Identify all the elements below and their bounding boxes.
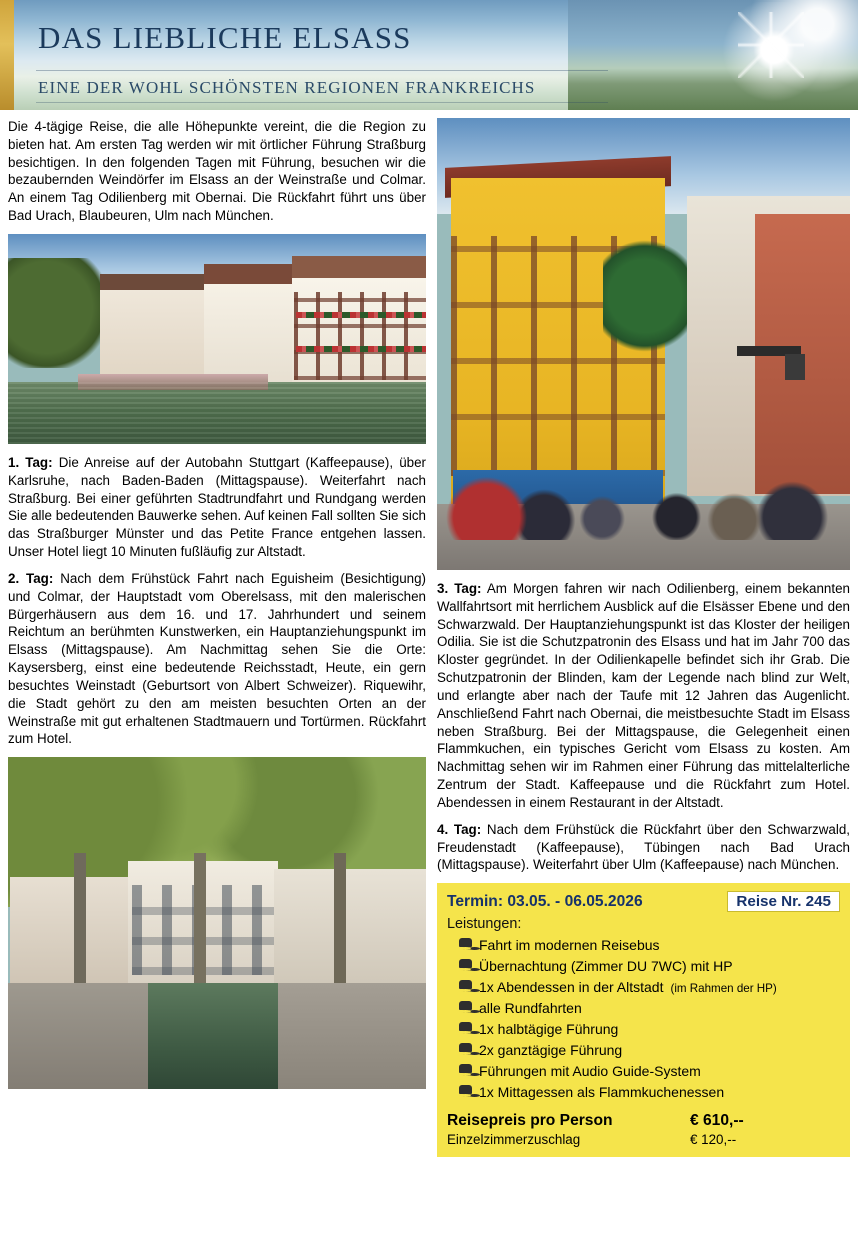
intro-paragraph: Die 4-tägige Reise, die alle Höhepunkte vereint, die die Region zu bieten hat. Am ersten Tag werden wir mit örtlicher Führung Straßburg besichtigen. In den folgenden Tagen mit Führung, besuchen wir die bezaubernden Weindörfer im Elsass an der Weinstraße und Colmar. An einem Tag Odilienberg mit Obernai. Die Rückfahrt führt uns über Bad Urach, Blaubeuren, Ulm nach München. xyxy=(8,119,426,224)
service-text: Führungen mit Audio Guide-System xyxy=(479,1063,701,1080)
bus-icon xyxy=(459,1043,472,1055)
price-row xyxy=(447,1112,840,1130)
list-item xyxy=(447,1040,840,1061)
photo-tree-trunk-1 xyxy=(74,853,86,993)
day-3-text: Am Morgen fahren wir nach Odilienberg, einem bekannten Wallfahrtsort mit herrlichem Ausblick auf die Elsässer Ebene und den Schwarzwald. Der Hauptanziehungspunkt ist das Kloster der heiligen Odilia. Sie ist die Schutzpatronin des Elsass und hat im Jahr 700 das Kloster gegründet. In der Odilienkapelle befindet sich ihr Grab. Die Schutzpatronin der Blinden, kam der Legende nach blind zur Welt, und erlangte aber nach der Taufe mit 12 Jahren das Augenlicht. Anschließend Fahrt nach Obernai, die meistbesuchte Stadt im Elsass neben Straßburg. Bei der Mittagspause, die Gelegenheit einen Flammkuchen, ein typisches Gericht vom Elsass zu kosten. Am Nachmittag sehen wir im Rahmen einer Führung das mittelalterliche Zentrum der Stadt. Kaffeepause und die Rückfahrt zum Hotel. Abendessen in einem Restaurant in der Altstadt. xyxy=(437,581,850,810)
offer-header-row xyxy=(447,891,840,912)
services-list xyxy=(447,935,840,1103)
day-2-text: Nach dem Frühstück Fahrt nach Eguisheim (Besichtigung) und Colmar, der Hauptstadt vom Oberelsass, mit den malerischen Bürgerhäusern aus dem 16. und 17. Jahrhundert und seinem Reichtum an berühmten Kunstwerken, ein Hauptanziehungspunkt im Elsass (Mittagspause). Am Nachmittag sehen Sie die Orte: Kaysersberg, einst eine bedeutende Reichsstadt, Heute, ein gern besuchtes Weinstadt (Geburtsort von Albert Schweizer). Riquewihr, die Stadt gehört zu den am meisten besuchten Orten an der Weinstraße mit gut erhaltenen Stadtmauern und Tortürmen. Rückfahrt zum Hotel. xyxy=(8,570,426,747)
header-gold-band xyxy=(0,0,14,110)
day-3-label: 3. Tag: xyxy=(437,581,482,596)
single-supplement-label: Einzelzimmerzuschlag xyxy=(447,1132,581,1148)
single-supplement-row xyxy=(447,1132,840,1147)
photo-building-left xyxy=(10,877,130,987)
day-1-label: 1. Tag: xyxy=(8,454,53,470)
photo-tree-trunk-2 xyxy=(194,853,206,983)
day-2-paragraph xyxy=(8,570,426,748)
bus-icon xyxy=(459,1085,472,1097)
bus-icon xyxy=(459,959,472,971)
services-heading: Leistungen: xyxy=(447,916,522,933)
service-note: (im Rahmen der HP) xyxy=(670,982,777,996)
service-text: 2x ganztägige Führung xyxy=(479,1042,623,1059)
list-item xyxy=(447,977,840,998)
list-item xyxy=(447,998,840,1019)
photo-alsace-wine-village xyxy=(437,118,850,570)
page-header xyxy=(0,0,858,110)
photo-colmar-canal xyxy=(8,757,426,1089)
photo-strasbourg-petite-france xyxy=(8,234,426,444)
day-3-paragraph xyxy=(437,580,850,812)
single-supplement-value: € 120,-- xyxy=(690,1132,737,1148)
header-divider-top xyxy=(36,70,608,71)
service-text: alle Rundfahrten xyxy=(479,1000,582,1017)
day-1-paragraph xyxy=(8,454,426,561)
list-item xyxy=(447,956,840,977)
day-4-label: 4. Tag: xyxy=(437,821,482,837)
service-text: Fahrt im modernen Reisebus xyxy=(479,937,660,954)
price-value: € 610,-- xyxy=(690,1112,744,1130)
page-title: DAS LIEBLICHE ELSASS xyxy=(38,20,412,55)
list-item xyxy=(447,1019,840,1040)
left-column xyxy=(8,118,426,1089)
photo-canal-water xyxy=(148,983,278,1089)
sun-rays-icon xyxy=(738,12,804,78)
photo-tree xyxy=(8,258,104,368)
trip-number-badge: Reise Nr. 245 xyxy=(727,891,840,912)
day-4-paragraph xyxy=(437,821,850,874)
photo-building-right xyxy=(274,869,426,987)
price-label: Reisepreis pro Person xyxy=(447,1112,613,1130)
bus-icon xyxy=(459,938,472,950)
page-subtitle: EINE DER WOHL SCHÖNSTEN REGIONEN FRANKREICHS xyxy=(38,78,536,97)
day-4-text: Nach dem Frühstück die Rückfahrt über den Schwarzwald, Freudenstadt (Kaffeepause), Tübingen nach Bad Urach (Mittagspause). Weiterfahrt über Ulm (Kaffeepause) nach München. xyxy=(437,821,850,873)
header-divider-bottom xyxy=(36,102,608,103)
list-item xyxy=(447,1061,840,1082)
photo-quay-left xyxy=(8,983,158,1089)
photo-tree xyxy=(603,236,687,356)
service-text: 1x Abendessen in der Altstadt xyxy=(479,979,664,996)
bus-icon xyxy=(459,1022,472,1034)
service-text: Übernachtung (Zimmer DU 7WC) mit HP xyxy=(479,958,733,975)
day-1-text: Die Anreise auf der Autobahn Stuttgart (Kaffeepause), über Karlsruhe, nach Baden-Baden (Mittagspause). Weiterfahrt nach Straßburg. Bei einer geführten Stadtrundfahrt und Rundgang werden Sie alle bedeutenden Bauwerke sehen. Auf keinen Fall sollten Sie sich das Straßburger Münster und das Petite France entgehen lassen. Unser Hotel liegt 10 Minuten fußläufig zur Altstadt. xyxy=(8,454,426,560)
offer-box xyxy=(437,883,850,1157)
service-text: 1x halbtägige Führung xyxy=(479,1021,619,1038)
bus-icon xyxy=(459,1001,472,1013)
list-item xyxy=(447,935,840,956)
list-item xyxy=(447,1082,840,1103)
photo-timber-beams xyxy=(294,292,426,380)
photo-tree-trunk-3 xyxy=(334,853,346,985)
photo-pedestrians xyxy=(437,464,850,540)
photo-quay-right xyxy=(266,983,426,1089)
photo-flower-box-upper xyxy=(296,312,426,318)
day-2-label: 2. Tag: xyxy=(8,570,54,586)
travel-date: Termin: 03.05. - 06.05.2026 xyxy=(447,892,643,910)
service-text: 1x Mittagessen als Flammkuchenessen xyxy=(479,1084,725,1101)
photo-street-lamp xyxy=(785,354,805,380)
photo-flower-box-lower xyxy=(296,346,426,352)
bus-icon xyxy=(459,1064,472,1076)
bus-icon xyxy=(459,980,472,992)
photo-reflection xyxy=(8,382,426,444)
right-column xyxy=(437,118,850,1157)
